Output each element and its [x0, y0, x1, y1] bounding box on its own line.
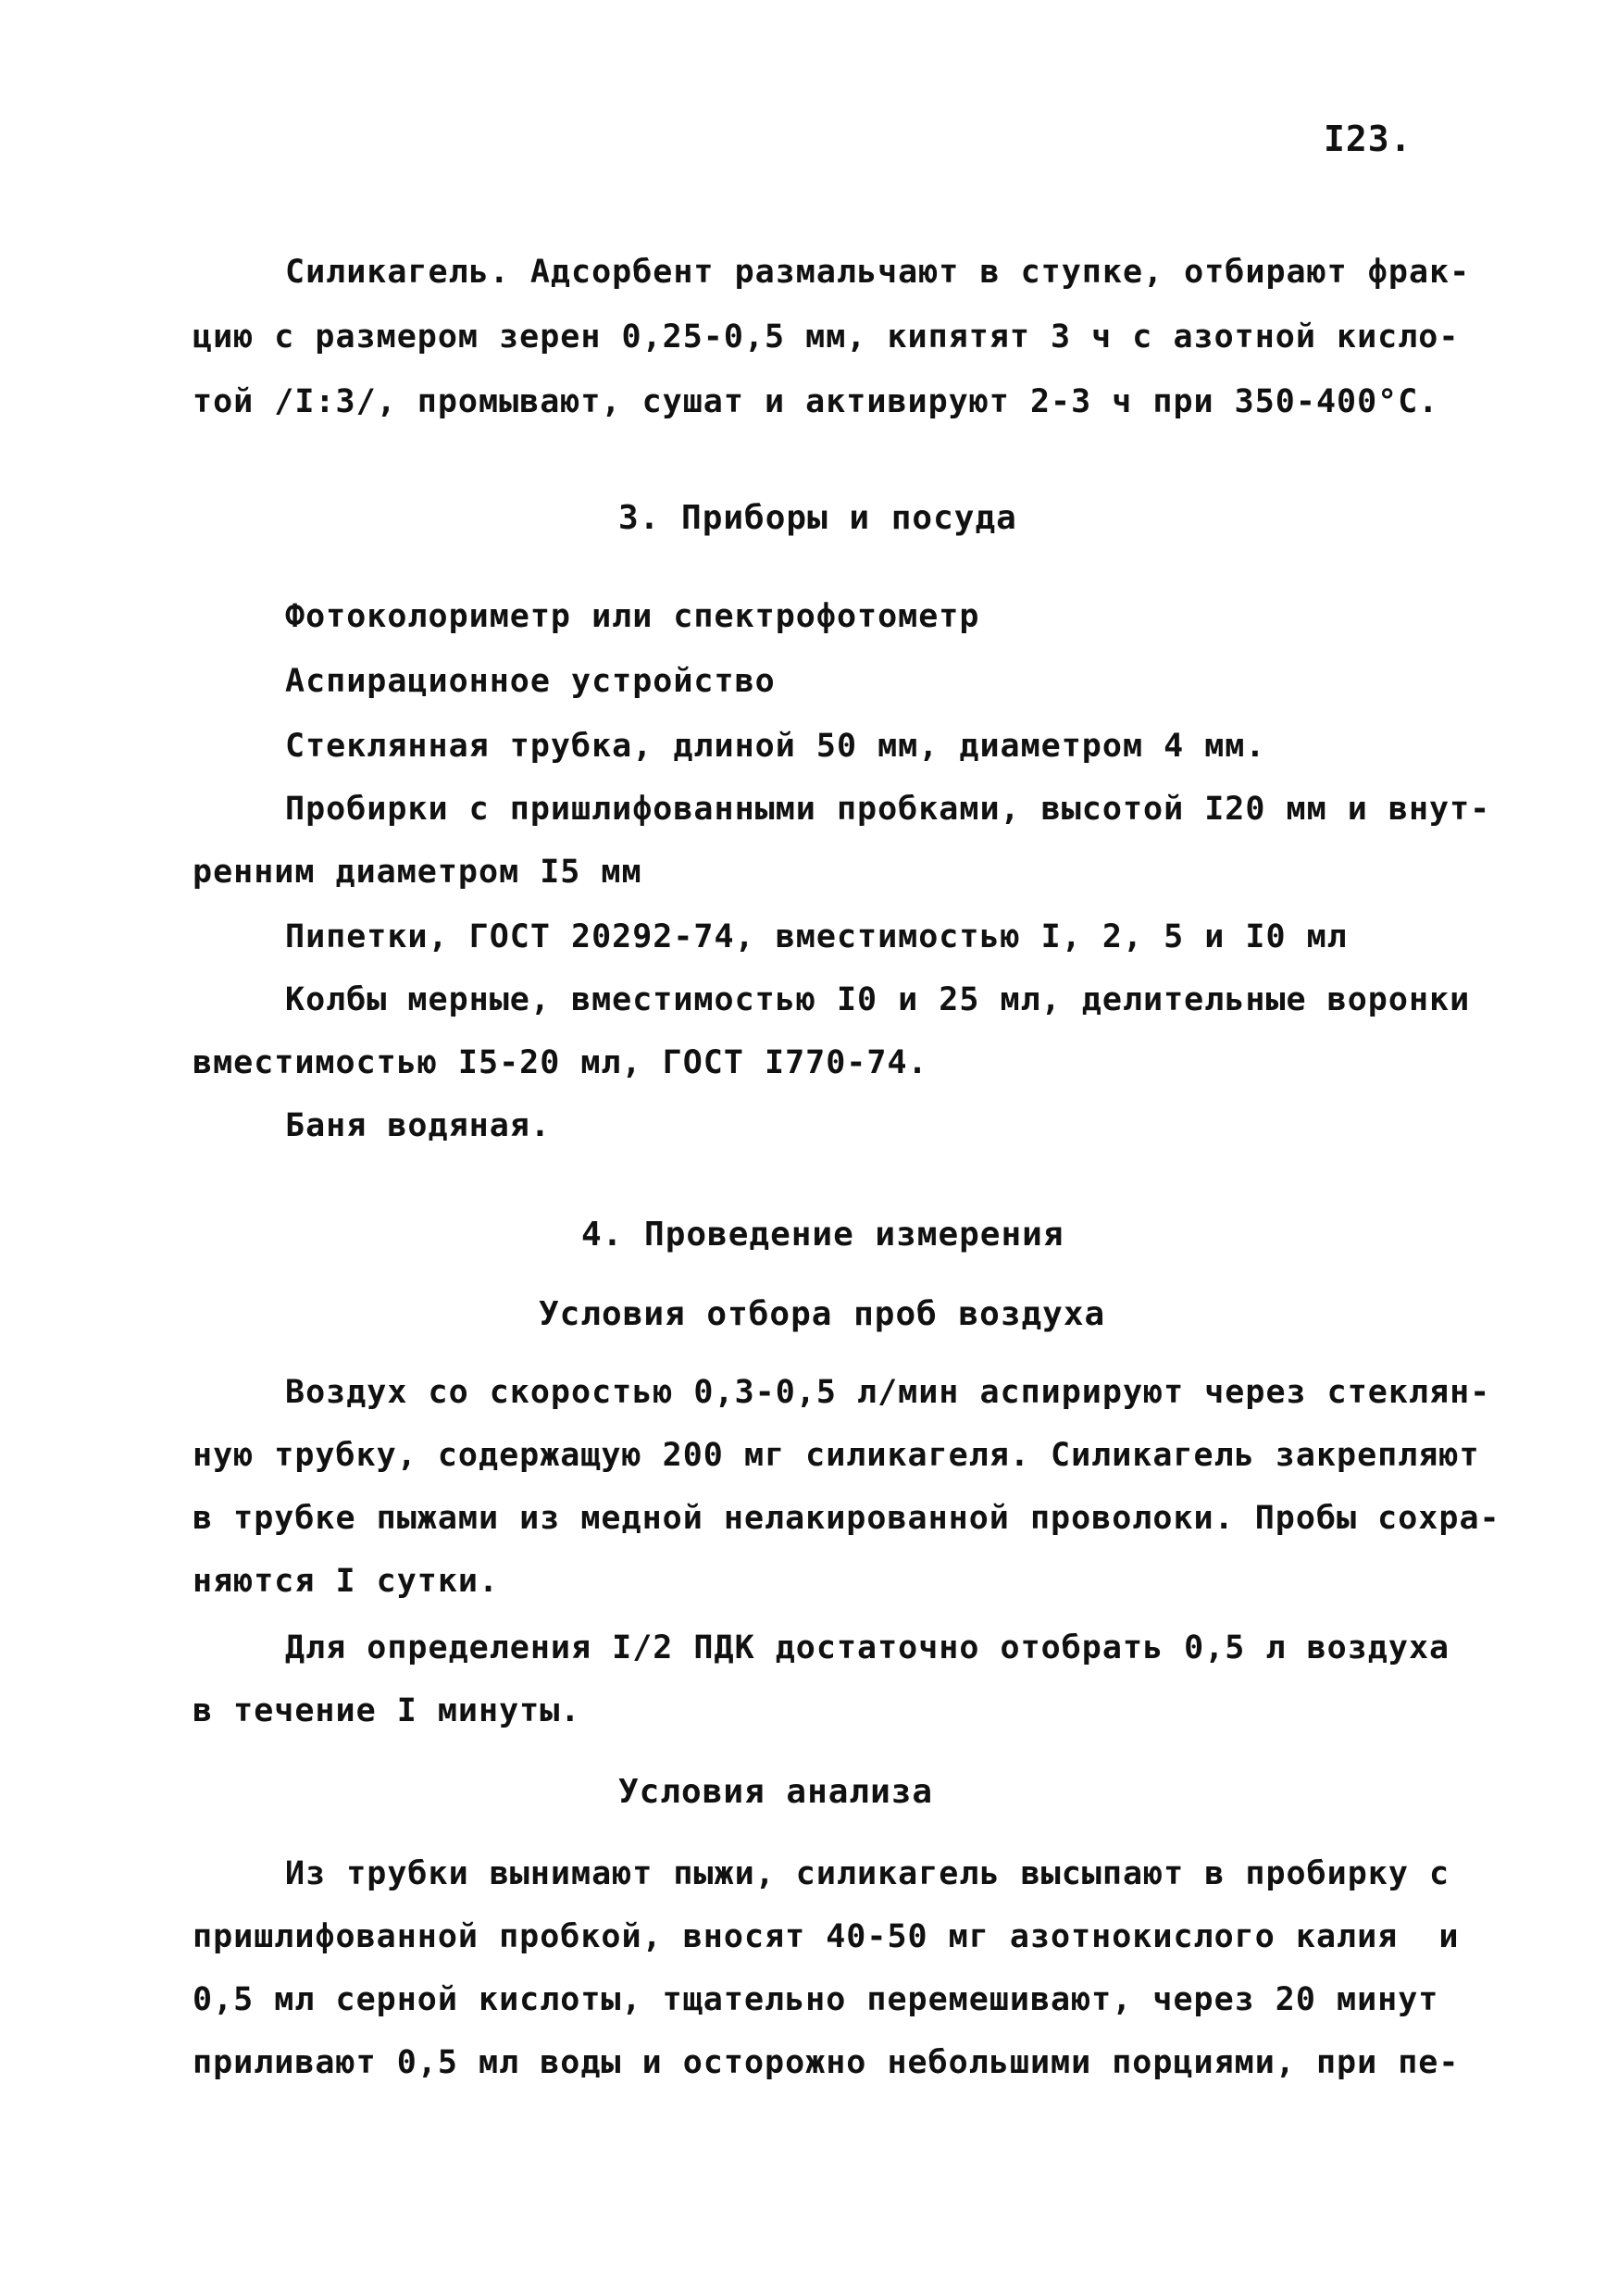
sampling-subheading: Условия отбора проб воздуха [539, 1295, 1106, 1333]
page-number: I23. [1324, 119, 1413, 159]
sampling-line-3: в трубке пыжами из медной нелакированной проволоки. Пробы сохра- [193, 1500, 1500, 1537]
section-3-heading: 3. Приборы и посуда [618, 499, 1017, 537]
silica-line-2: цию с размером зерен 0,25-0,5 мм, кипятят 3 ч с азотной кисло- [193, 318, 1460, 356]
analysis-line-2: пришлифованной пробкой, вносят 40-50 мг азотнокислого калия и [193, 1918, 1460, 1955]
silica-line-1: Силикагель. Адсорбент размальчают в ступке, отбирают фрак- [285, 254, 1471, 291]
analysis-subheading: Условия анализа [618, 1773, 934, 1811]
analysis-line-3: 0,5 мл серной кислоты, тщательно перемешивают, через 20 минут [193, 1981, 1439, 2018]
equipment-item: Баня водяная. [285, 1107, 551, 1144]
analysis-line-1: Из трубки вынимают пыжи, силикагель высыпают в пробирку с [285, 1855, 1450, 1892]
equipment-item: Колбы мерные, вместимостью I0 и 25 мл, делительные воронки [285, 981, 1471, 1018]
equipment-item: Пробирки с пришлифованными пробками, высотой I20 мм и внут- [285, 791, 1491, 828]
pdk-line-1: Для определения I/2 ПДК достаточно отобрать 0,5 л воздуха [285, 1629, 1450, 1666]
equipment-item: Аспирационное устройство [285, 663, 776, 700]
equipment-item: Стеклянная трубка, длиной 50 мм, диаметром 4 мм. [285, 728, 1266, 765]
sampling-line-1: Воздух со скоростью 0,3-0,5 л/мин аспирируют через стеклян- [285, 1374, 1491, 1411]
pdk-line-2: в течение I минуты. [193, 1692, 581, 1729]
equipment-item: вместимостью I5-20 мл, ГОСТ I770-74. [193, 1044, 928, 1081]
section-4-heading: 4. Проведение измерения [581, 1216, 1064, 1254]
equipment-item: ренним диаметром I5 мм [193, 854, 642, 891]
analysis-line-4: приливают 0,5 мл воды и осторожно небольшими порциями, при пе- [193, 2044, 1460, 2081]
silica-line-3: той /I:3/, промывают, сушат и активируют 2-3 ч при 350-400°С. [193, 383, 1439, 420]
equipment-item: Пипетки, ГОСТ 20292-74, вместимостью I, 2, 5 и I0 мл [285, 918, 1348, 955]
sampling-line-2: ную трубку, содержащую 200 мг силикагеля. Силикагель закрепляют [193, 1437, 1480, 1474]
equipment-item: Фотоколориметр или спектрофотометр [285, 598, 980, 635]
sampling-line-4: няются I сутки. [193, 1563, 500, 1600]
